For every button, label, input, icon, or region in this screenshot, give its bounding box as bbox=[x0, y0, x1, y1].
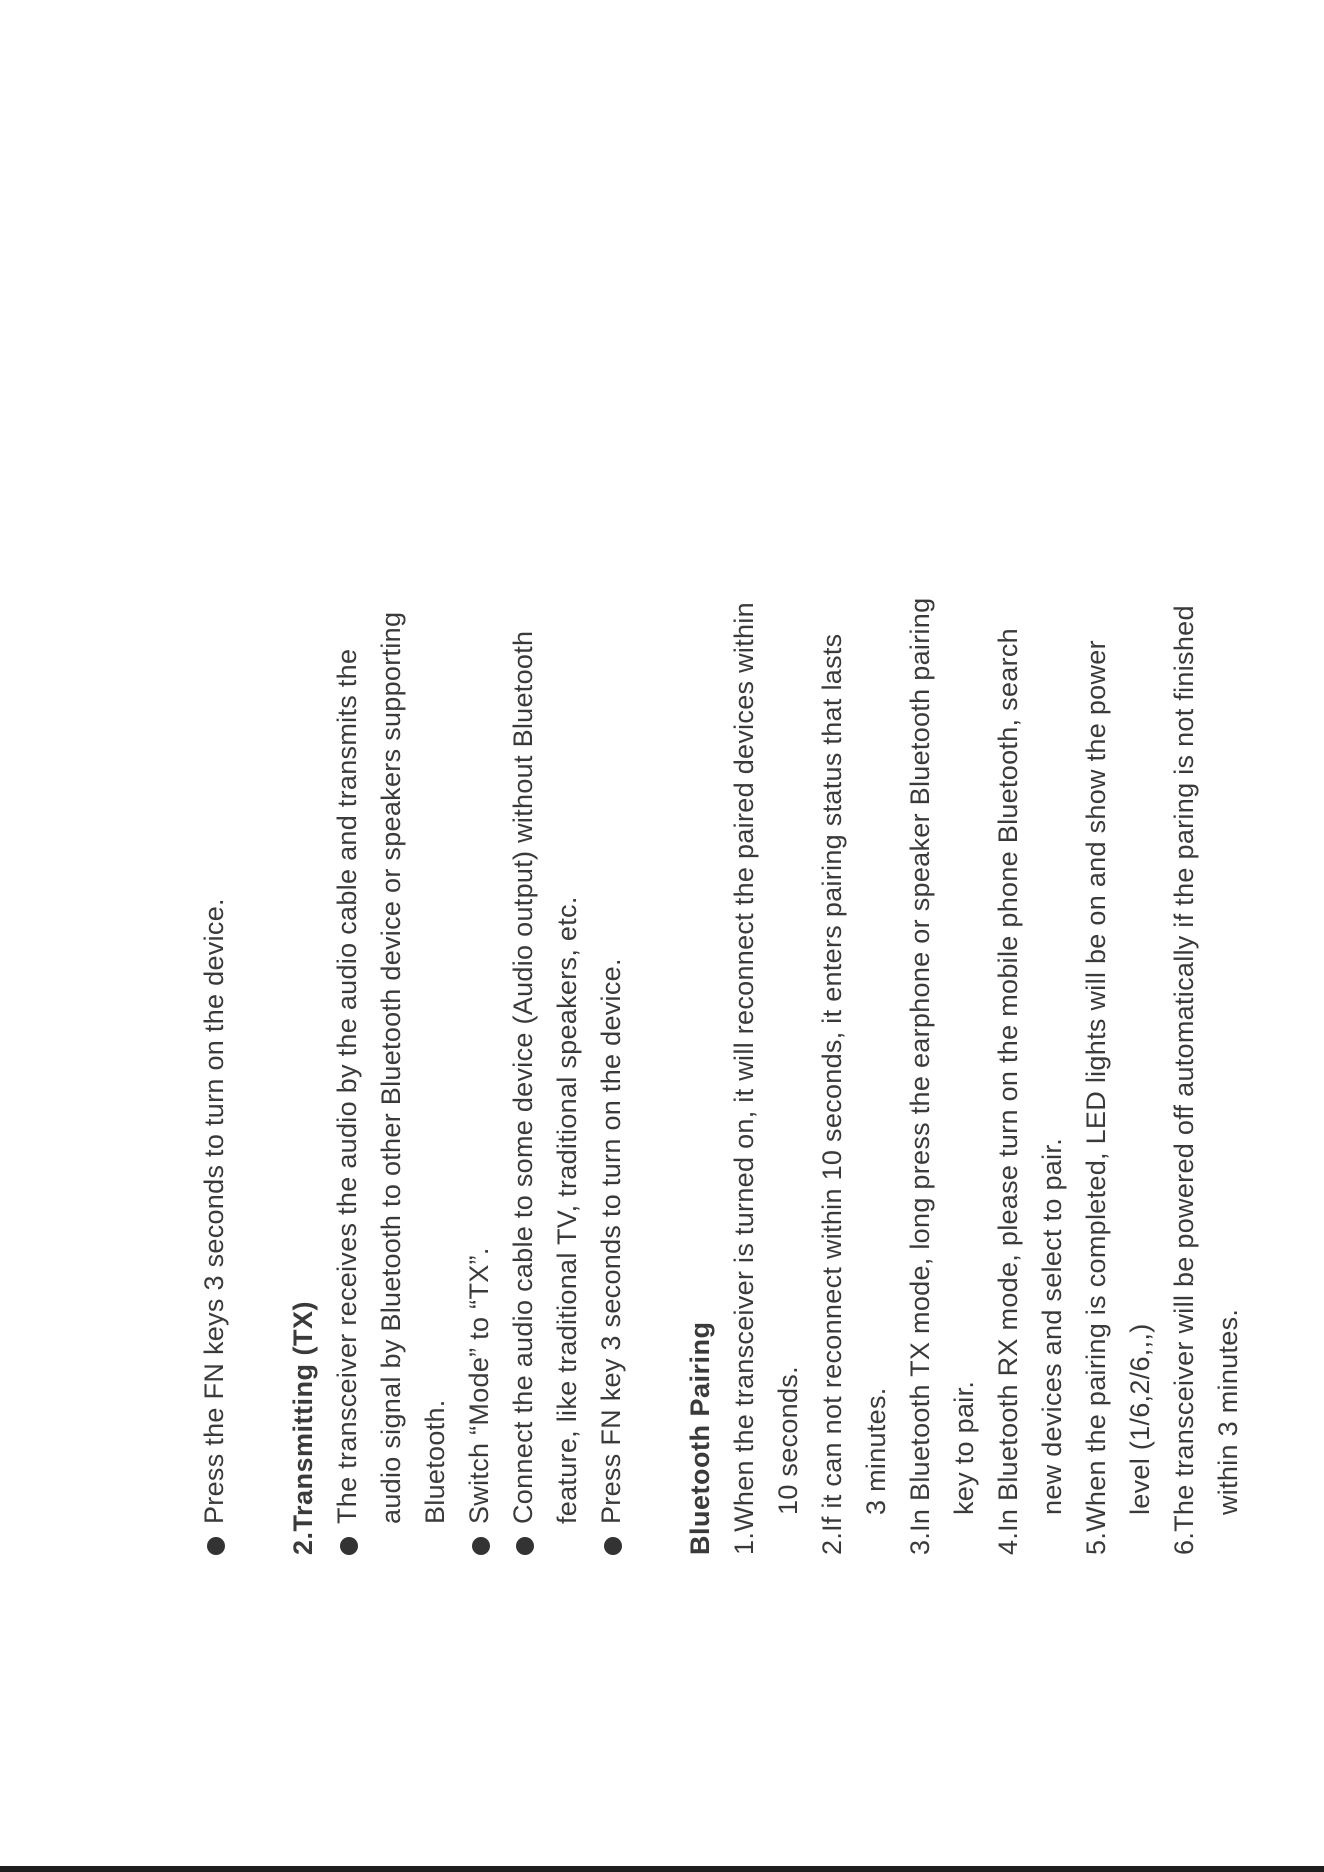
tx-bullet-item bbox=[325, 335, 457, 1555]
pairing-list-item bbox=[986, 335, 1074, 1555]
pairing-item-line: 5.When the pairing is completed, LED lights will be on and show the power bbox=[1081, 640, 1111, 1555]
pairing-item-line: 4.In Bluetooth RX mode, please turn on the mobile phone Bluetooth, search bbox=[993, 628, 1023, 1555]
tx-bullet-line: Connect the audio cable to some device (Audio output) without Bluetooth bbox=[508, 630, 538, 1524]
pairing-item-line: 2.If it can not reconnect within 10 seconds, it enters pairing status that lasts bbox=[817, 633, 847, 1555]
intro-bullet-item bbox=[192, 335, 236, 1555]
pairing-list-item bbox=[898, 335, 986, 1555]
pairing-item-line: 3.In Bluetooth TX mode, long press the earphone or speaker Bluetooth pairing bbox=[905, 597, 935, 1555]
rotated-page-content bbox=[176, 335, 1276, 1555]
bullet-icon bbox=[472, 1537, 490, 1555]
tx-bullet-line: feature, like traditional TV, traditional speakers, etc. bbox=[552, 896, 582, 1524]
tx-bullet-line: Bluetooth. bbox=[420, 1399, 450, 1524]
section-title-transmitting: 2.Transmitting (TX) bbox=[288, 1300, 318, 1555]
tx-bullet-line: Press FN key 3 seconds to turn on the device. bbox=[596, 958, 626, 1524]
bullet-icon bbox=[340, 1537, 358, 1555]
tx-bullet-line: The transceiver receives the audio by the audio cable and transmits the bbox=[332, 648, 362, 1524]
intro-bullet-text: Press the FN keys 3 seconds to turn on the device. bbox=[199, 898, 229, 1524]
tx-bullet-line: audio signal by Bluetooth to other Bluetooth device or speakers supporting bbox=[376, 611, 406, 1524]
pairing-item-line: key to pair. bbox=[949, 1380, 979, 1515]
bullet-icon bbox=[604, 1537, 622, 1555]
pairing-list-item bbox=[1074, 335, 1162, 1555]
pairing-item-line: new devices and select to pair. bbox=[1037, 1137, 1067, 1515]
section-title-pairing: Bluetooth Pairing bbox=[685, 1321, 715, 1555]
pairing-list-item bbox=[810, 335, 898, 1555]
tx-bullet-item bbox=[501, 335, 589, 1555]
tx-bullet-line: Switch “Mode” to “TX”. bbox=[464, 1247, 494, 1524]
pairing-item-line: 10 seconds. bbox=[773, 1366, 803, 1515]
pairing-item-line: 3 minutes. bbox=[861, 1387, 891, 1515]
tx-bullet-item bbox=[589, 335, 633, 1555]
pairing-item-line: within 3 minutes. bbox=[1213, 1308, 1243, 1515]
pairing-item-line: level (1/6,2/6,,,) bbox=[1125, 1323, 1155, 1515]
pairing-list-item bbox=[722, 335, 810, 1555]
bullet-icon bbox=[516, 1537, 534, 1555]
bullet-icon bbox=[207, 1537, 225, 1555]
page-bottom-border bbox=[0, 1866, 1324, 1872]
pairing-item-line: 1.When the transceiver is turned on, it will reconnect the paired devices within bbox=[729, 602, 759, 1555]
pairing-item-line: 6.The transceiver will be powered off automatically if the paring is not finished bbox=[1169, 605, 1199, 1555]
pairing-list-item bbox=[1162, 335, 1250, 1555]
tx-bullet-item bbox=[457, 335, 501, 1555]
